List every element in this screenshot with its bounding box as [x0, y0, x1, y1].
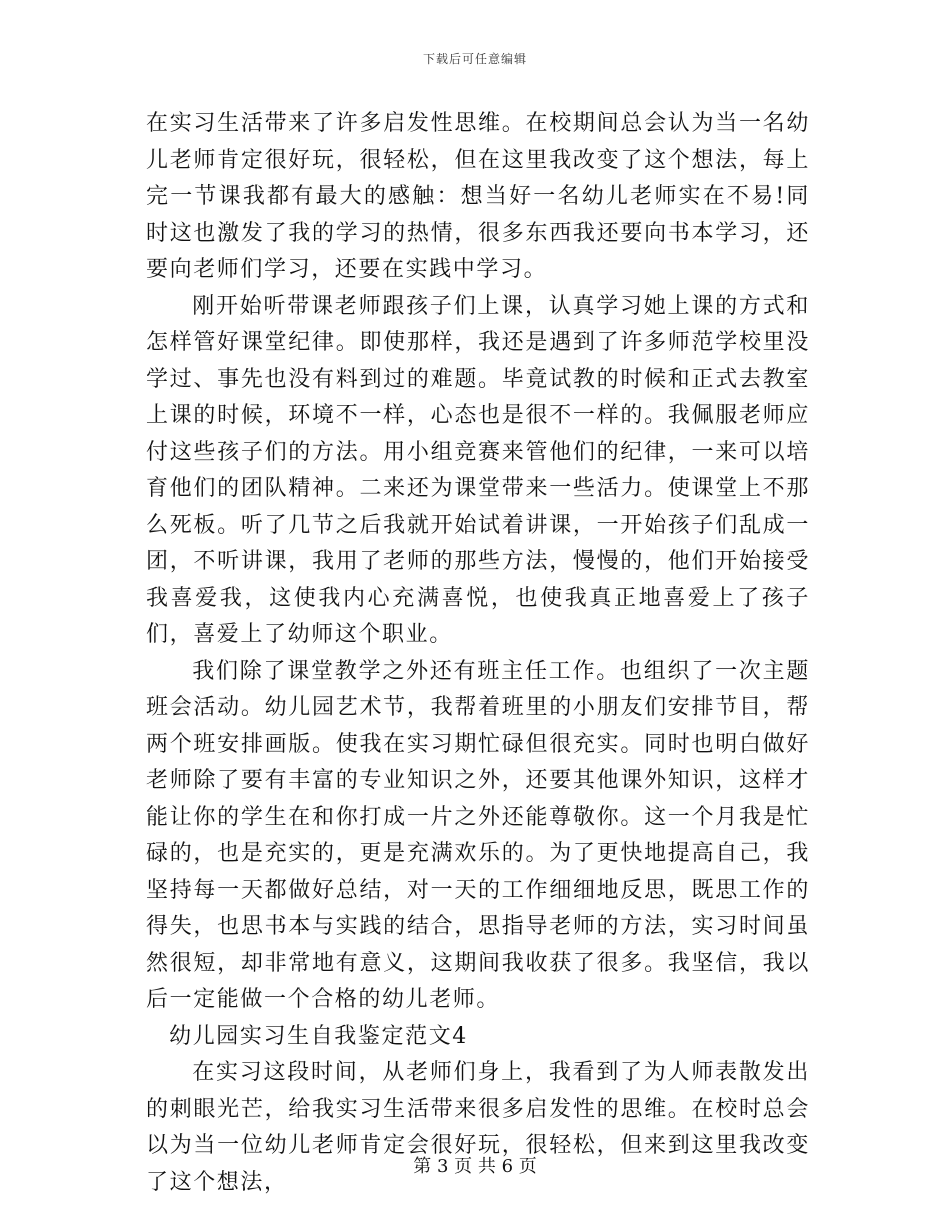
paragraph-2: 刚开始听带课老师跟孩子们上课，认真学习她上课的方式和怎样管好课堂纪律。即使那样，我还是遇到了许多师范学校里没学过、事先也没有料到过的难题。毕竟试教的时候和正式去教室上课的时候，环境不一样，心态也是很不一样的。我佩服老师应付这些孩子们的方法。用小组竞赛来管他们的纪律，一来可以培育他们的团队精神。二来还为课堂带来一些活力。使课堂上不那么死板。听了几节之后我就开始试着讲课，一开始孩子们乱成一团，不听讲课，我用了老师的那些方法，慢慢的，他们开始接受我喜爱我，这使我内心充满喜悦，也使我真正地喜爱上了孩子们，喜爱上了幼师这个职业。 [146, 293, 810, 647]
page-header: 下载后可任意编辑 [422, 52, 527, 66]
paragraph-1: 在实习生活带来了许多启发性思维。在校期间总会认为当一名幼儿老师肯定很好玩，很轻松，但在这里我改变了这个想法，每上完一节课我都有最大的感触：想当好一名幼儿老师实在不易!同时这也激发了我的学习的热情，很多东西我还要向书本学习，还要向老师们学习，还要在实践中学习。 [146, 111, 810, 282]
page-number-footer: 第 3 页 共 6 页 [413, 1156, 537, 1177]
paragraph-4: 在实习这段时间，从老师们身上，我看到了为人师表散发出的刺眼光芒，给我实习生活带来很多启发性的思维。在校时总会以为当一位幼儿老师肯定会很好玩，很轻松，但来到这里我改变了这个想法， [146, 1060, 810, 1195]
document-body [146, 106, 810, 1201]
paragraph-3: 我们除了课堂教学之外还有班主任工作。也组织了一次主题班会活动。幼儿园艺术节，我帮着班里的小朋友们安排节目，帮两个班安排画版。使我在实习期忙碌但很充实。同时也明白做好老师除了要有丰富的专业知识之外，还要其他课外知识，这样才能让你的学生在和你打成一片之外还能尊敬你。这一个月我是忙碌的，也是充实的，更是充满欢乐的。为了更快地提高自己，我坚持每一天都做好总结，对一天的工作细细地反思，既思工作的得失，也思书本与实践的结合，思指导老师的方法，实习时间虽然很短，却非常地有意义，这期间我收获了很多。我坚信，我以后一定能做一个合格的幼儿老师。 [146, 658, 810, 1012]
section-heading: 幼儿园实习生自我鉴定范文4 [169, 1023, 468, 1049]
